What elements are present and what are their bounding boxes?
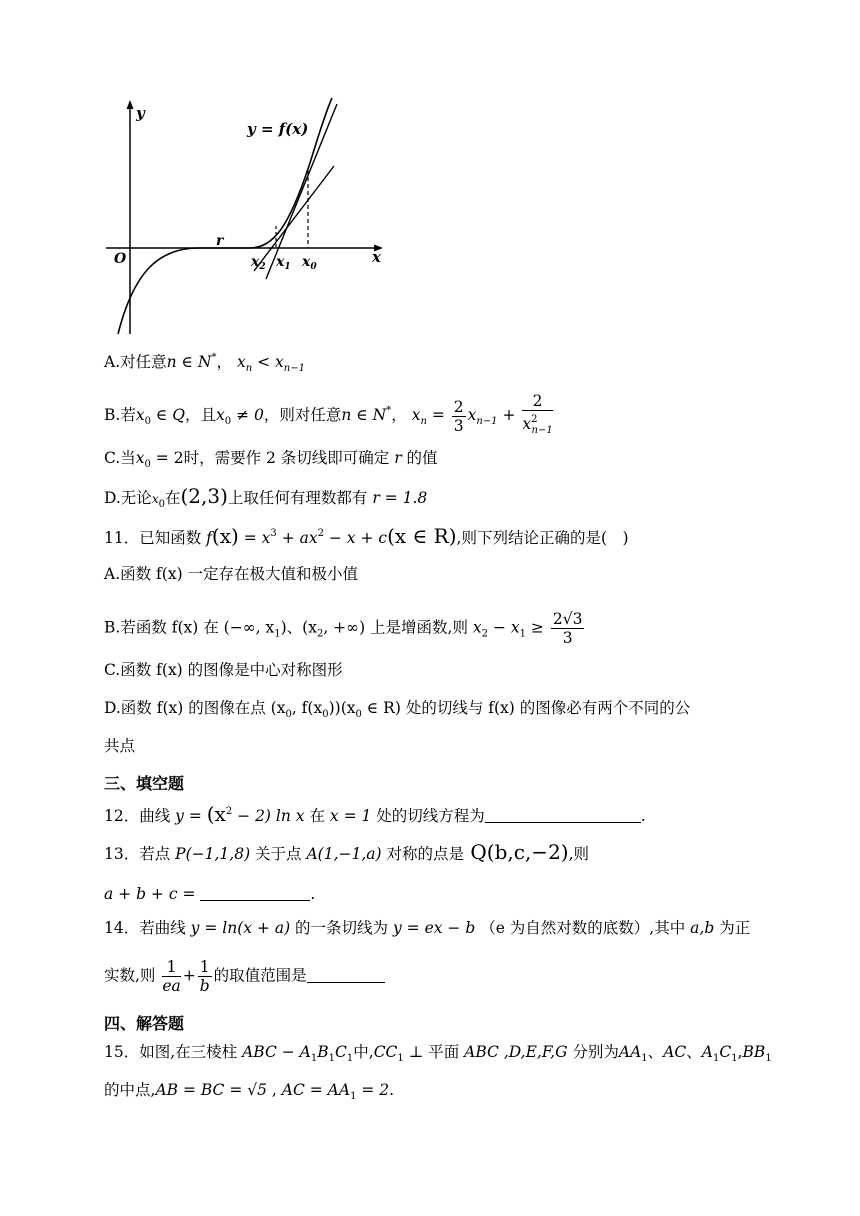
q12: 12．曲线 $y = (x^2 - 2)$ ln x 在 x = 1 处的切线方程为 . bbox=[104, 802, 646, 826]
q11-option-c: C.函数 f(x) 的图像是中心对称图形 bbox=[104, 661, 343, 679]
q10-option-d: D.无论$x_0$在(2,3)上取任何有理数都有 r = 1.8 bbox=[104, 484, 428, 510]
fraction-2-over-x: $\frac{2}{x^2_{n-1}}$ bbox=[522, 392, 553, 436]
function-graph-figure bbox=[104, 96, 394, 341]
q13-line2: a + b + c = . bbox=[104, 885, 316, 903]
x0-label: $x_0$ bbox=[302, 254, 317, 272]
q12-answer-blank[interactable] bbox=[485, 808, 641, 823]
x-axis-label: x bbox=[372, 248, 381, 266]
tangent-line-at-x1 bbox=[254, 166, 334, 271]
fraction-1-ea: $\frac{1}{ea}$ bbox=[162, 958, 181, 995]
q11-option-d: D.函数 f(x) 的图像在点 ($x_0$, $f(x_0))(x_0$ ∈ R) 处的切线与 f(x) 的图像必有两个不同的公 bbox=[104, 699, 691, 720]
x2-label: $x_2$ bbox=[251, 254, 266, 272]
fraction-2-3: $\frac{2}{3}$ bbox=[453, 397, 464, 435]
q14-answer-blank[interactable] bbox=[307, 968, 385, 983]
q15-line1: 15．如图,在三棱柱 ABC − $A_1B_1C_1$中$,CC_1$ ⊥ 平面 ABC ,D,E,F,G 分别为$AA_1$、AC、$A_1C_1,BB_1$ bbox=[104, 1043, 772, 1064]
q11-stem: 11．已知函数 $f(x) = x^3 + ax^2 - x + c(x$ ∈ R),则下列结论正确的是( ) bbox=[104, 524, 629, 548]
origin-label: O bbox=[114, 251, 127, 267]
curve-label: y = f(x) bbox=[247, 120, 309, 138]
q10-option-b: B.若$x_0$ ∈ Q，且$x_0 \ne 0$，则对任意n ∈ N*， $x_n$ = $\frac{2}{3}$ $x_{n-1}$ + $\frac{2}{x^2_{n-1}}$ bbox=[104, 392, 555, 440]
q10-option-a: A.对任意n ∈ N*， $x_n < x_{n-1}$ bbox=[104, 352, 305, 374]
q13-answer-blank[interactable] bbox=[200, 886, 310, 901]
q15-line2: 的中点,AB = BC = √5 , AC = $AA_1 = 2$. bbox=[104, 1081, 395, 1102]
section-heading-fill-in: 三、填空题 bbox=[104, 774, 185, 793]
q11-option-d-cont: 共点 bbox=[104, 737, 136, 755]
r-label: r bbox=[216, 233, 224, 249]
x1-label: $x_1$ bbox=[276, 254, 291, 272]
q14-line2: 实数,则 $\frac{1}{ea}$ + $\frac{1}{b}$ 的取值范围是 bbox=[104, 958, 385, 995]
q14-line1: 14．若曲线 y = ln(x + a) 的一条切线为 y = ex − b （e 为自然对数的底数）,其中 a,b 为正 bbox=[104, 919, 751, 937]
fraction-2sqrt3-3: $\frac{2√3}{3}$ bbox=[552, 610, 583, 647]
section-heading-solutions: 四、解答题 bbox=[104, 1014, 185, 1033]
q11-option-b: B.若函数 f(x) 在 (−∞, $x_1$)、($x_2$, +∞) 上是增函数,则 $x_2 - x_1$ ≥ $\frac{2√3}{3}$ bbox=[104, 610, 583, 647]
y-axis-arrow bbox=[127, 100, 134, 109]
fraction-1-b: $\frac{1}{b}$ bbox=[199, 958, 210, 995]
q10-option-c: C.当$x_0 = 2$时，需要作 2 条切线即可确定 r 的值 bbox=[104, 449, 438, 470]
q11-option-a: A.函数 f(x) 一定存在极大值和极小值 bbox=[104, 565, 359, 583]
y-axis-label: y bbox=[136, 104, 145, 122]
q13-line1: 13．若点 P(−1,1,8) 关于点 A(1,−1,a) 对称的点是 Q(b,c,−2),则 bbox=[104, 840, 590, 864]
